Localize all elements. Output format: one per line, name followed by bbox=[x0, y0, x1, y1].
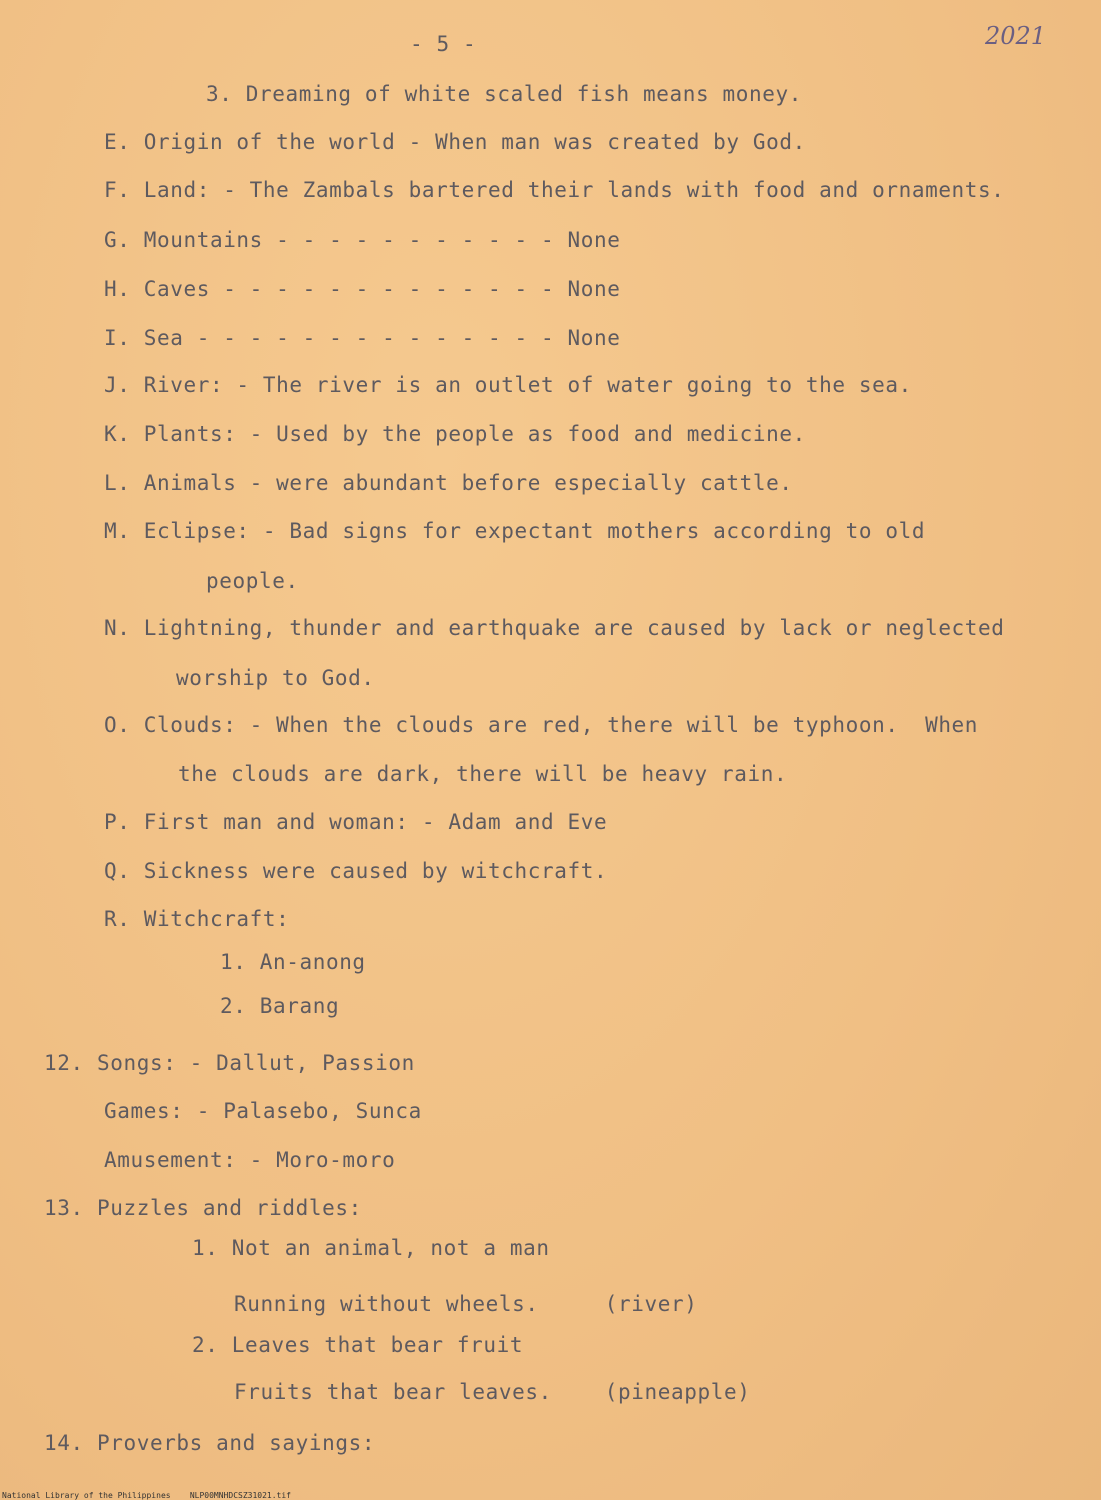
text-line: the clouds are dark, there will be heavy rain. bbox=[178, 762, 788, 786]
text-line: Games: - Palasebo, Sunca bbox=[104, 1099, 422, 1123]
text-line: people. bbox=[206, 569, 299, 593]
page-number: - 5 - bbox=[410, 32, 477, 56]
scan-footer: National Library of the Philippines NLP00MNHDCSZ31021.tif bbox=[2, 1491, 291, 1500]
text-line: E. Origin of the world - When man was created by God. bbox=[104, 130, 806, 154]
text-line: Fruits that bear leaves. (pineapple) bbox=[234, 1380, 751, 1404]
text-line: 13. Puzzles and riddles: bbox=[44, 1196, 362, 1220]
text-line: 2. Barang bbox=[220, 994, 340, 1018]
text-line: R. Witchcraft: bbox=[104, 907, 290, 931]
text-line: F. Land: - The Zambals bartered their lands with food and ornaments. bbox=[104, 178, 1005, 202]
text-line: 12. Songs: - Dallut, Passion bbox=[44, 1051, 415, 1075]
text-line: G. Mountains - - - - - - - - - - - None bbox=[104, 228, 621, 252]
text-line: 14. Proverbs and sayings: bbox=[44, 1431, 376, 1455]
text-line: I. Sea - - - - - - - - - - - - - - None bbox=[104, 326, 621, 350]
text-line: M. Eclipse: - Bad signs for expectant mothers according to old bbox=[104, 519, 926, 543]
text-line: N. Lightning, thunder and earthquake are caused by lack or neglected bbox=[104, 616, 1005, 640]
text-line: Running without wheels. (river) bbox=[234, 1292, 698, 1316]
text-line: O. Clouds: - When the clouds are red, there will be typhoon. When bbox=[104, 713, 979, 737]
text-line: P. First man and woman: - Adam and Eve bbox=[104, 810, 608, 834]
text-line: Amusement: - Moro-moro bbox=[104, 1148, 396, 1172]
text-line: 1. Not an animal, not a man bbox=[192, 1236, 550, 1260]
text-line: Q. Sickness were caused by witchcraft. bbox=[104, 859, 608, 883]
text-line: 1. An-anong bbox=[220, 950, 366, 974]
text-line: L. Animals - were abundant before especially cattle. bbox=[104, 471, 793, 495]
text-line: 3. Dreaming of white scaled fish means money. bbox=[206, 82, 802, 106]
text-line: 2. Leaves that bear fruit bbox=[192, 1333, 524, 1357]
text-line: J. River: - The river is an outlet of water going to the sea. bbox=[104, 373, 912, 397]
handwritten-page-mark: 2021 bbox=[985, 22, 1047, 50]
text-line: worship to God. bbox=[176, 666, 375, 690]
text-line: K. Plants: - Used by the people as food and medicine. bbox=[104, 422, 806, 446]
text-line: H. Caves - - - - - - - - - - - - - None bbox=[104, 277, 621, 301]
